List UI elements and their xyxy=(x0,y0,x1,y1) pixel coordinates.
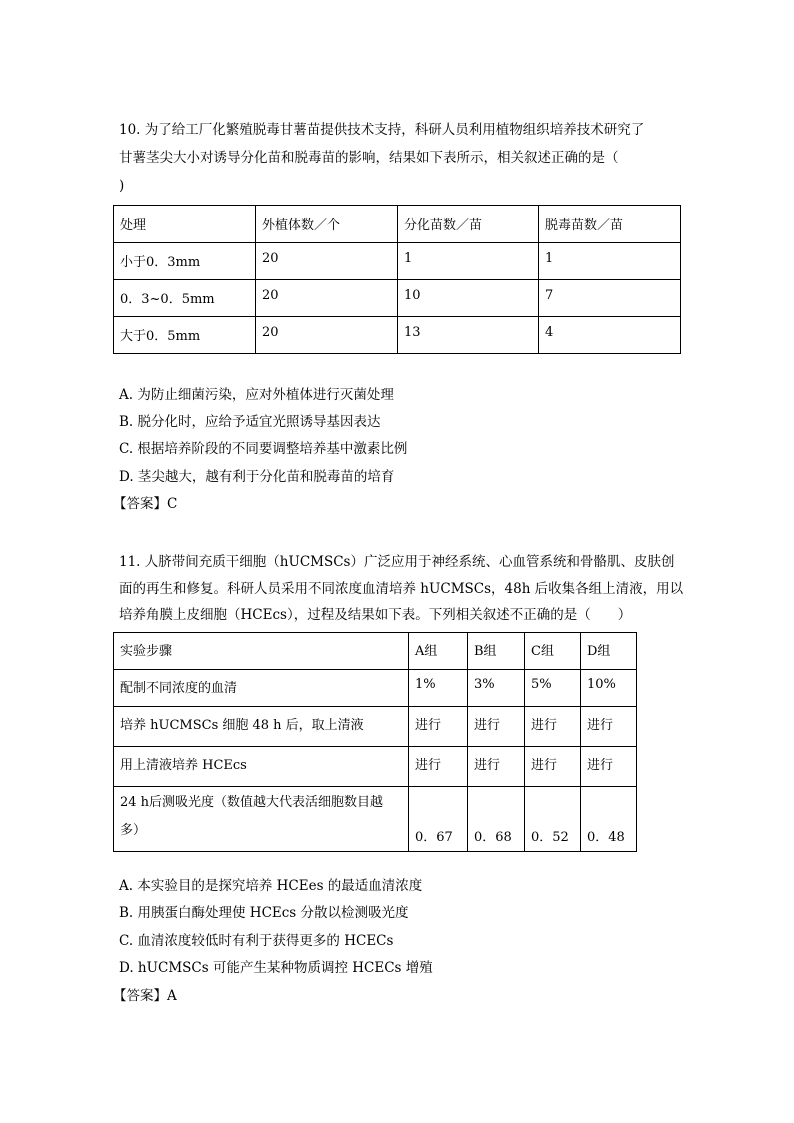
table-cell: 10% xyxy=(581,670,637,707)
q11-stem-line: 面的再生和修复。科研人员采用不同浓度血清培养 hUCMSCs，48h 后收集各组上清液，用以 xyxy=(119,581,684,597)
table-cell: 20 xyxy=(256,243,398,280)
table-cell: 4 xyxy=(539,317,681,354)
table-cell: 小于0．3mm xyxy=(114,243,256,280)
header-cell: 脱毒苗数／苗 xyxy=(539,206,681,243)
q10-answer: 【答案】C xyxy=(113,496,178,512)
table-cell: 进行 xyxy=(468,707,525,747)
table-cell: 1% xyxy=(409,670,468,707)
q10-stem-line: 10. 为了给工厂化繁殖脱毒甘薯苗提供技术支持，科研人员利用植物组织培养技术研究了 xyxy=(119,122,645,138)
table-cell: 0．3~0．5mm xyxy=(114,280,256,317)
table-header-row xyxy=(114,206,681,243)
table-cell: 0．48 xyxy=(581,787,637,852)
table-cell: 24 h后测吸光度（数值越大代表活细胞数目越多） xyxy=(114,787,409,852)
q11-option-b: B. 用胰蛋白酶处理使 HCEcs 分散以检测吸光度 xyxy=(119,905,409,921)
q10-option-c: C. 根据培养阶段的不同要调整培养基中激素比例 xyxy=(119,441,408,457)
table-cell: 13 xyxy=(398,317,539,354)
table-row xyxy=(114,747,637,787)
table-cell: 5% xyxy=(525,670,581,707)
q10-option-a: A. 为防止细菌污染，应对外植体进行灭菌处理 xyxy=(119,387,394,403)
table-cell: 20 xyxy=(256,280,398,317)
table-cell: 1 xyxy=(539,243,681,280)
table-cell: 0．68 xyxy=(468,787,525,852)
table-row xyxy=(114,280,681,317)
header-cell: B组 xyxy=(468,633,525,670)
table-cell: 大于0．5mm xyxy=(114,317,256,354)
table-cell: 进行 xyxy=(468,747,525,787)
q10-table xyxy=(113,205,681,354)
table-cell: 进行 xyxy=(525,707,581,747)
table-cell: 0．52 xyxy=(525,787,581,852)
table-row xyxy=(114,707,637,747)
header-cell: D组 xyxy=(581,633,637,670)
table-cell: 1 xyxy=(398,243,539,280)
header-cell: 处理 xyxy=(114,206,256,243)
table-row xyxy=(114,787,637,852)
table-cell: 进行 xyxy=(581,707,637,747)
table-cell: 进行 xyxy=(525,747,581,787)
q11-stem-line: 11. 人脐带间充质干细胞（hUCMSCs）广泛应用于神经系统、心血管系统和骨骼肌、皮肤创 xyxy=(119,554,675,570)
table-cell: 进行 xyxy=(581,747,637,787)
q11-table xyxy=(113,632,637,852)
q10-option-d: D. 茎尖越大，越有利于分化苗和脱毒苗的培育 xyxy=(119,469,395,485)
header-cell: A组 xyxy=(409,633,468,670)
header-cell: 实验步骤 xyxy=(114,633,409,670)
table-row xyxy=(114,317,681,354)
table-cell: 进行 xyxy=(409,707,468,747)
q10-option-b: B. 脱分化时，应给予适宜光照诱导基因表达 xyxy=(119,414,381,430)
table-cell: 培养 hUCMSCs 细胞 48 h 后，取上清液 xyxy=(114,707,409,747)
table-cell: 10 xyxy=(398,280,539,317)
q11-stem-line: 培养角膜上皮细胞（HCEcs），过程及结果如下表。下列相关叙述不正确的是（ ） xyxy=(119,607,632,623)
table-header-row xyxy=(114,633,637,670)
table-cell: 3% xyxy=(468,670,525,707)
q10-stem-line: ) xyxy=(119,178,125,194)
header-cell: 外植体数／个 xyxy=(256,206,398,243)
table-cell: 配制不同浓度的血清 xyxy=(114,670,409,707)
q10-stem-line: 甘薯茎尖大小对诱导分化苗和脱毒苗的影响，结果如下表所示，相关叙述正确的是（ xyxy=(119,150,619,166)
header-cell: C组 xyxy=(525,633,581,670)
table-cell: 进行 xyxy=(409,747,468,787)
q11-answer: 【答案】A xyxy=(113,988,177,1004)
table-cell: 0．67 xyxy=(409,787,468,852)
table-row xyxy=(114,670,637,707)
table-cell: 20 xyxy=(256,317,398,354)
table-cell: 7 xyxy=(539,280,681,317)
q11-option-a: A. 本实验目的是探究培养 HCEes 的最适血清浓度 xyxy=(119,878,423,894)
q11-option-c: C. 血清浓度较低时有利于获得更多的 HCECs xyxy=(119,933,394,949)
table-row xyxy=(114,243,681,280)
q11-option-d: D. hUCMSCs 可能产生某种物质调控 HCECs 增殖 xyxy=(119,960,433,976)
table-cell: 用上清液培养 HCEcs xyxy=(114,747,409,787)
header-cell: 分化苗数／苗 xyxy=(398,206,539,243)
